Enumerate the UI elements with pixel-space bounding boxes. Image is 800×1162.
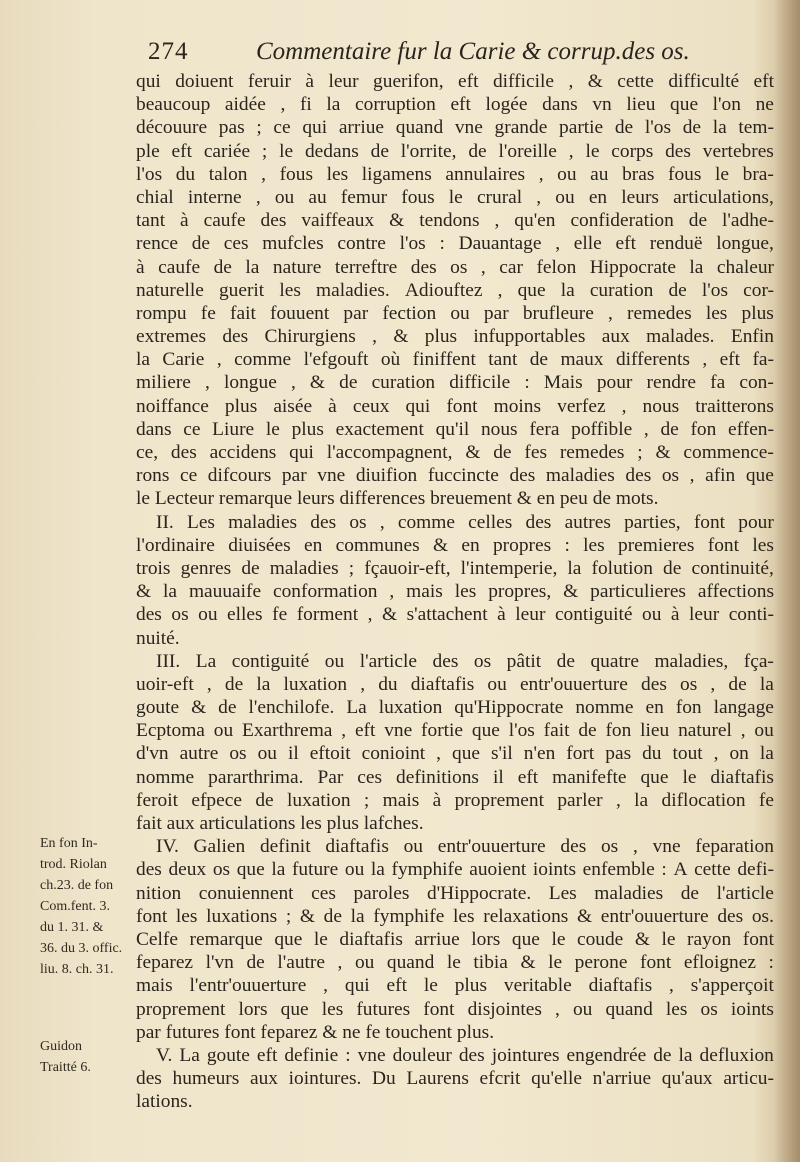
- text-line: ple eft cariée ; le dedans de l'orrite, de l'oreille , le corps des vertebres: [136, 140, 774, 162]
- text-line: & la mauuaife conformation , mais les propres, & particulieres affections: [136, 581, 774, 603]
- side-note-line: En fon In-: [40, 836, 98, 851]
- text-line: d'vn autre os ou il eftoit conioint , que s'il n'en fort pas du tout , on la: [136, 743, 774, 765]
- text-line: V. La goute eft definie : vne douleur des jointures engendrée de la defluxion: [156, 1044, 774, 1066]
- text-line: III. La contiguité ou l'article des os pâtit de quatre maladies, fça-: [156, 650, 774, 672]
- text-line: la Carie , comme l'efgouft où finiffent tant de maux differents , eft fa-: [136, 349, 774, 371]
- text-line: mais l'entr'ouuerture , qui eft le plus veritable diaftafis , s'apperçoit: [136, 975, 774, 997]
- text-line: rence de ces mufcles contre l'os : Dauantage , elle eft renduë longue,: [136, 233, 774, 255]
- text-line: noiffance plus aisée à ceux qui font moins verfez , nous traitterons: [136, 395, 774, 417]
- page-header: [148, 38, 708, 70]
- side-note-line: Guidon: [40, 1039, 82, 1054]
- text-line: ce, des accidens qui l'accompagnent, & de fes remedes ; & commence-: [136, 442, 774, 463]
- text-line: uoir-eft , de la luxation , du diaftafis ou entr'ouuerture des os , de la: [136, 673, 774, 695]
- text-line: des deux os que la future ou la fymphife auoient ioints enfemble : A cette defi-: [136, 859, 774, 881]
- side-note-guidon: [40, 1036, 135, 1078]
- side-note-line: liu. 8. ch. 31.: [40, 962, 114, 977]
- text-line: proprement lors que les futures font disjointes , ou quand les os ioints: [136, 998, 774, 1020]
- text-line: Celfe remarque que le diaftafis arriue lors que le coude & le rayon font: [136, 928, 774, 950]
- text-line: par futures font feparez & ne fe touchent plus.: [136, 1021, 495, 1043]
- text-line: fait aux articulations les plus lafches.: [136, 813, 424, 834]
- text-line: qui doiuent feruir à leur guerifon, eft difficile , & cette difficulté eft: [136, 71, 774, 92]
- text-line: rons ce difcours par vne diuifion fuccincte des maladies des os , afin que: [136, 465, 774, 487]
- text-line: l'ordinaire diuisées en communes & en propres : les premieres font les: [136, 534, 774, 556]
- text-line: Ecptoma ou Exarthrema , eft vne fortie que l'os fait de fon lieu naturel , ou: [136, 720, 774, 742]
- text-line: nomme pararthrima. Par ces definitions il eft manifefte que le diaftafis: [136, 766, 774, 788]
- text-line: feroit efpece de luxation ; mais à proprement parler , la diflocation fe: [136, 789, 774, 811]
- page-number: 274: [148, 38, 189, 65]
- text-line: des os ou elles fe forment , & s'attachent à leur contiguité ou à leur conti-: [136, 604, 774, 626]
- side-note-line: ch.23. de fon: [40, 878, 114, 893]
- running-title: Commentaire fur la Carie & corrup.des os.: [256, 38, 690, 65]
- text-line: font les luxations ; & de la fymphife les relaxations & entr'ouuerture des os.: [136, 905, 774, 927]
- text-line: II. Les maladies des os , comme celles des autres parties, font pour: [156, 511, 774, 533]
- text-line: naturelle guerit les maladies. Adiouftez , que la curation de l'os cor-: [136, 279, 774, 301]
- text-line: le Lecteur remarque leurs differences breuement & en peu de mots.: [136, 488, 659, 510]
- text-line: miliere , longue , & de curation difficile : Mais pour rendre fa con-: [136, 372, 774, 394]
- text-line: chial interne , ou au femur fous le crural , ou en leurs articulations,: [136, 186, 774, 208]
- text-line: beaucoup aidée , fi la corruption eft logée dans vn lieu que l'on ne: [136, 94, 774, 116]
- text-line: goute & de l'enchilofe. La luxation qu'Hippocrate nomme en fon langage: [136, 697, 774, 719]
- text-line: nition conuiennent ces paroles d'Hippocrate. Les maladies de l'article: [136, 882, 774, 904]
- text-line: lations.: [136, 1091, 193, 1113]
- text-line: rompu fe fait fouuent par fection ou par brufleure , remedes les plus: [136, 302, 774, 324]
- side-note-line: 36. du 3. offic.: [40, 941, 123, 956]
- binding-shadow: [774, 0, 800, 1162]
- text-line: dans ce Liure le plus exactement qu'il nous fera poffible , de fon effen-: [136, 418, 774, 440]
- side-note-riolan: [40, 833, 135, 980]
- text-line: découure pas ; ce qui arriue quand vne grande partie de l'os de la tem-: [136, 117, 774, 139]
- text-line: feparez l'vn de l'autre , ou quand le tibia & le perone font efloignez :: [136, 952, 774, 974]
- side-note-line: du 1. 31. &: [40, 920, 104, 935]
- text-line: des humeurs aux iointures. Du Laurens efcrit qu'elle n'arriue qu'aux articu-: [136, 1068, 774, 1090]
- side-note-line: Traitté 6.: [40, 1060, 91, 1075]
- text-line: tant à caufe des vaiffeaux & tendons , qu'en confideration de l'adhe-: [136, 210, 774, 232]
- text-line: extremes des Chirurgiens , & plus infupportables aux malades. Enfin: [136, 326, 774, 348]
- text-line: à caufe de la nature terreftre des os , car felon Hippocrate la chaleur: [136, 256, 774, 278]
- text-line: trois genres de maladies ; fçauoir-eft, l'intemperie, la folution de continuité,: [136, 557, 774, 579]
- text-line: IV. Galien definit diaftafis ou entr'ouuerture des os , vne feparation: [156, 836, 774, 858]
- text-line: l'os du talon , fous les ligamens annulaires , ou au bras fous le bra-: [136, 163, 774, 185]
- side-note-line: Com.fent. 3.: [40, 899, 110, 914]
- body-text: [136, 70, 774, 1113]
- side-note-line: trod. Riolan: [40, 857, 107, 872]
- text-line: nuité.: [136, 627, 180, 649]
